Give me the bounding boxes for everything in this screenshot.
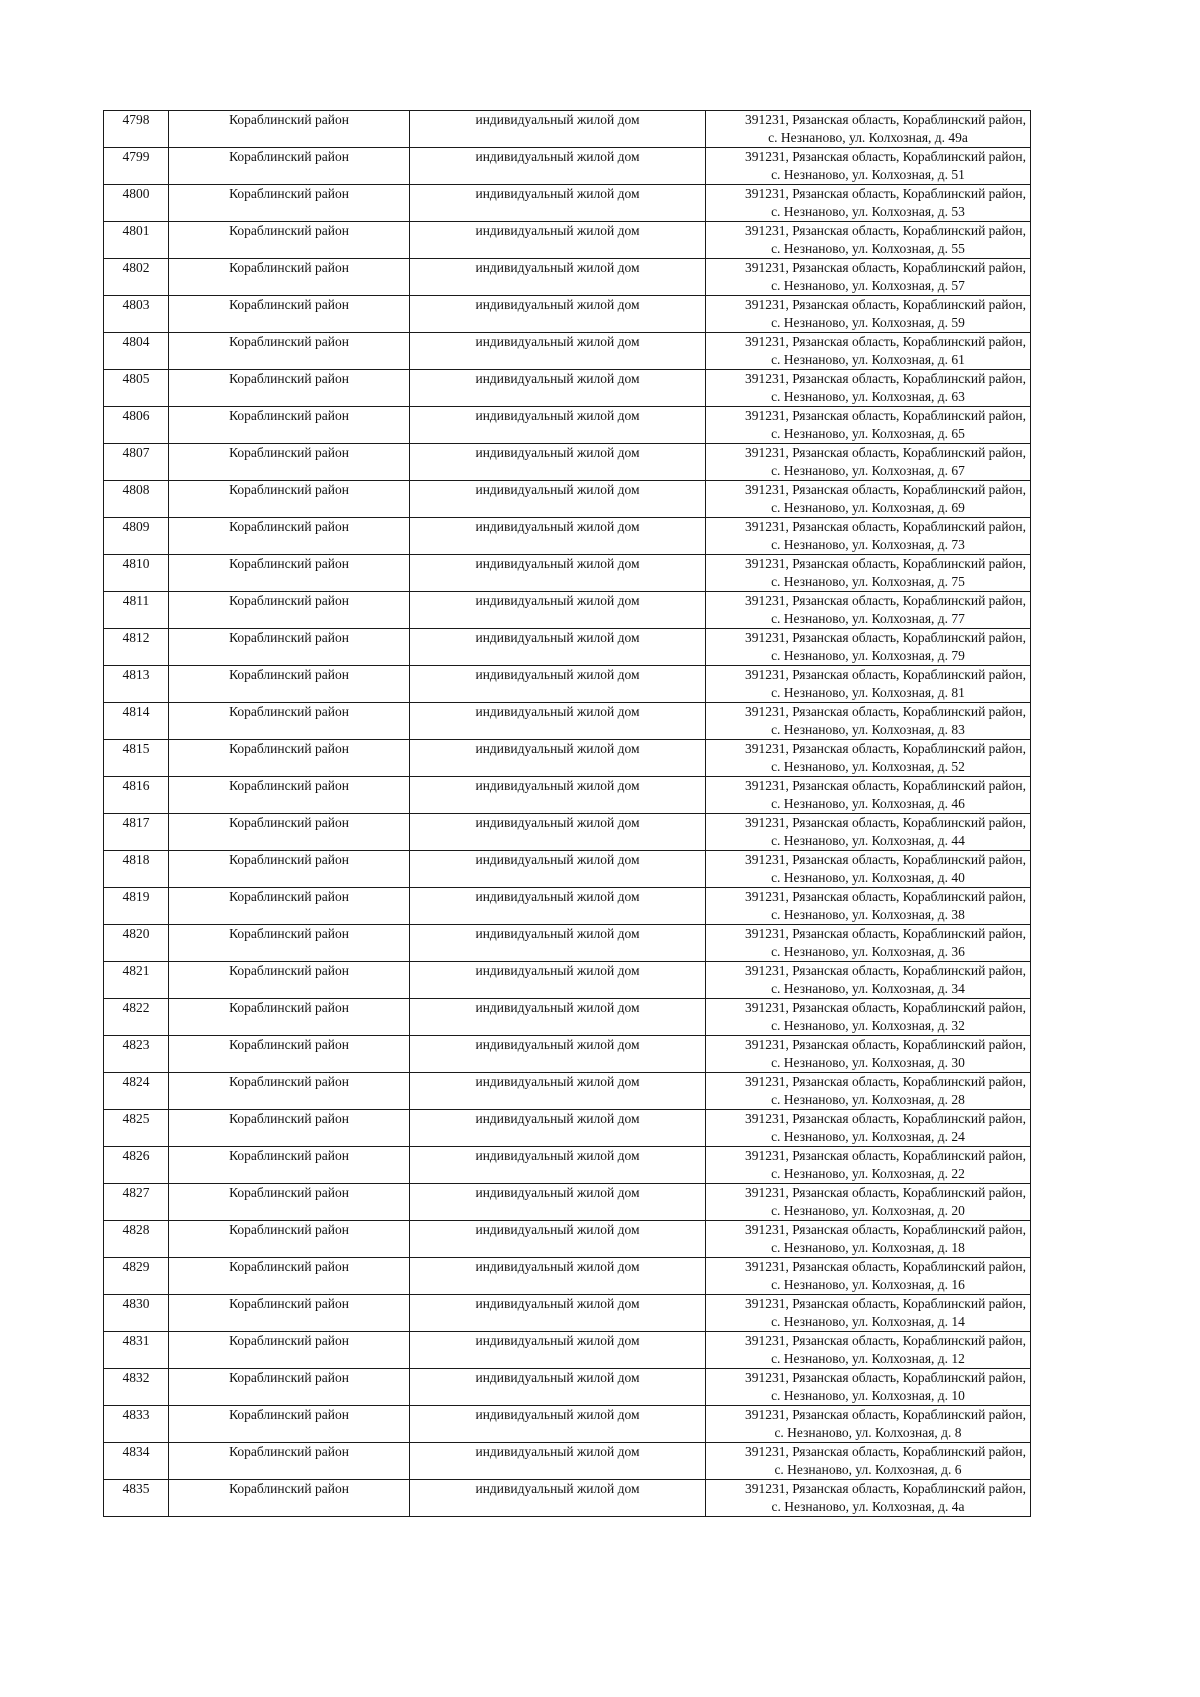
address-line-2: с. Незнаново, ул. Колхозная, д. 79 — [771, 647, 965, 663]
address-cell — [706, 1110, 1031, 1147]
row-number-cell: 4832 — [104, 1369, 169, 1406]
address-line-2: с. Незнаново, ул. Колхозная, д. 36 — [771, 943, 965, 959]
object-type-cell: индивидуальный жилой дом — [410, 481, 706, 518]
table-row — [104, 1073, 1031, 1110]
row-number-cell: 4817 — [104, 814, 169, 851]
district-cell: Кораблинский район — [169, 1258, 410, 1295]
address-cell — [706, 888, 1031, 925]
district-cell: Кораблинский район — [169, 1036, 410, 1073]
address-line-2: с. Незнаново, ул. Колхозная, д. 22 — [771, 1165, 965, 1181]
address-line-2: с. Незнаново, ул. Колхозная, д. 30 — [771, 1054, 965, 1070]
row-number-cell: 4823 — [104, 1036, 169, 1073]
row-number-cell: 4814 — [104, 703, 169, 740]
table-row — [104, 1332, 1031, 1369]
address-line-1: 391231, Рязанская область, Кораблинский район, — [745, 260, 1026, 275]
address-line-1: 391231, Рязанская область, Кораблинский район, — [745, 1074, 1026, 1089]
object-type-cell: индивидуальный жилой дом — [410, 1258, 706, 1295]
object-type-cell: индивидуальный жилой дом — [410, 1443, 706, 1480]
row-number-cell: 4821 — [104, 962, 169, 999]
district-cell: Кораблинский район — [169, 888, 410, 925]
object-type-cell: индивидуальный жилой дом — [410, 1295, 706, 1332]
address-line-1: 391231, Рязанская область, Кораблинский район, — [745, 889, 1026, 904]
district-cell: Кораблинский район — [169, 518, 410, 555]
table-row — [104, 888, 1031, 925]
address-cell — [706, 148, 1031, 185]
district-cell: Кораблинский район — [169, 370, 410, 407]
address-line-2: с. Незнаново, ул. Колхозная, д. 63 — [771, 388, 965, 404]
address-cell — [706, 629, 1031, 666]
table-row — [104, 1258, 1031, 1295]
address-line-2: с. Незнаново, ул. Колхозная, д. 12 — [771, 1350, 965, 1366]
table-row — [104, 740, 1031, 777]
object-type-cell: индивидуальный жилой дом — [410, 148, 706, 185]
address-line-1: 391231, Рязанская область, Кораблинский район, — [745, 1444, 1026, 1459]
address-cell — [706, 777, 1031, 814]
address-cell — [706, 555, 1031, 592]
district-cell: Кораблинский район — [169, 1480, 410, 1517]
table-row — [104, 1147, 1031, 1184]
address-cell — [706, 1480, 1031, 1517]
object-type-cell: индивидуальный жилой дом — [410, 1332, 706, 1369]
table-row — [104, 148, 1031, 185]
address-line-2: с. Незнаново, ул. Колхозная, д. 16 — [771, 1276, 965, 1292]
address-line-2: с. Незнаново, ул. Колхозная, д. 73 — [771, 536, 965, 552]
row-number-cell: 4816 — [104, 777, 169, 814]
address-line-1: 391231, Рязанская область, Кораблинский район, — [745, 926, 1026, 941]
object-type-cell: индивидуальный жилой дом — [410, 222, 706, 259]
table-row — [104, 1221, 1031, 1258]
address-line-2: с. Незнаново, ул. Колхозная, д. 32 — [771, 1017, 965, 1033]
row-number-cell: 4822 — [104, 999, 169, 1036]
district-cell: Кораблинский район — [169, 962, 410, 999]
object-type-cell: индивидуальный жилой дом — [410, 888, 706, 925]
row-number-cell: 4800 — [104, 185, 169, 222]
address-line-1: 391231, Рязанская область, Кораблинский район, — [745, 1222, 1026, 1237]
row-number-cell: 4825 — [104, 1110, 169, 1147]
object-type-cell: индивидуальный жилой дом — [410, 518, 706, 555]
table-row — [104, 185, 1031, 222]
object-type-cell: индивидуальный жилой дом — [410, 296, 706, 333]
table-row — [104, 925, 1031, 962]
address-line-2: с. Незнаново, ул. Колхозная, д. 77 — [771, 610, 965, 626]
address-cell — [706, 259, 1031, 296]
address-line-1: 391231, Рязанская область, Кораблинский район, — [745, 519, 1026, 534]
address-cell — [706, 407, 1031, 444]
address-cell — [706, 814, 1031, 851]
address-line-2: с. Незнаново, ул. Колхозная, д. 34 — [771, 980, 965, 996]
row-number-cell: 4811 — [104, 592, 169, 629]
table-row — [104, 555, 1031, 592]
address-line-1: 391231, Рязанская область, Кораблинский район, — [745, 1000, 1026, 1015]
district-cell: Кораблинский район — [169, 1221, 410, 1258]
address-cell — [706, 444, 1031, 481]
object-type-cell: индивидуальный жилой дом — [410, 1110, 706, 1147]
district-cell: Кораблинский район — [169, 1110, 410, 1147]
address-line-2: с. Незнаново, ул. Колхозная, д. 38 — [771, 906, 965, 922]
address-line-2: с. Незнаново, ул. Колхозная, д. 59 — [771, 314, 965, 330]
table-row — [104, 333, 1031, 370]
address-line-1: 391231, Рязанская область, Кораблинский район, — [745, 149, 1026, 164]
address-line-1: 391231, Рязанская область, Кораблинский район, — [745, 445, 1026, 460]
table-row — [104, 259, 1031, 296]
table-row — [104, 703, 1031, 740]
district-cell: Кораблинский район — [169, 1332, 410, 1369]
table-row — [104, 222, 1031, 259]
row-number-cell: 4818 — [104, 851, 169, 888]
address-cell — [706, 1369, 1031, 1406]
object-type-cell: индивидуальный жилой дом — [410, 777, 706, 814]
address-cell — [706, 962, 1031, 999]
object-type-cell: индивидуальный жилой дом — [410, 370, 706, 407]
table-row — [104, 851, 1031, 888]
address-cell — [706, 1332, 1031, 1369]
address-line-1: 391231, Рязанская область, Кораблинский район, — [745, 1296, 1026, 1311]
district-cell: Кораблинский район — [169, 333, 410, 370]
row-number-cell: 4827 — [104, 1184, 169, 1221]
district-cell: Кораблинский район — [169, 259, 410, 296]
object-type-cell: индивидуальный жилой дом — [410, 185, 706, 222]
district-cell: Кораблинский район — [169, 222, 410, 259]
address-line-1: 391231, Рязанская область, Кораблинский район, — [745, 297, 1026, 312]
district-cell: Кораблинский район — [169, 592, 410, 629]
address-cell — [706, 1036, 1031, 1073]
object-type-cell: индивидуальный жилой дом — [410, 592, 706, 629]
address-line-2: с. Незнаново, ул. Колхозная, д. 8 — [774, 1424, 962, 1440]
address-cell — [706, 296, 1031, 333]
address-line-2: с. Незнаново, ул. Колхозная, д. 24 — [771, 1128, 965, 1144]
address-line-2: с. Незнаново, ул. Колхозная, д. 83 — [771, 721, 965, 737]
object-type-cell: индивидуальный жилой дом — [410, 962, 706, 999]
address-line-1: 391231, Рязанская область, Кораблинский район, — [745, 1481, 1026, 1496]
row-number-cell: 4799 — [104, 148, 169, 185]
object-type-cell: индивидуальный жилой дом — [410, 1406, 706, 1443]
registry-table-body — [104, 111, 1031, 1517]
address-cell — [706, 1295, 1031, 1332]
address-line-2: с. Незнаново, ул. Колхозная, д. 69 — [771, 499, 965, 515]
district-cell: Кораблинский район — [169, 1184, 410, 1221]
district-cell: Кораблинский район — [169, 925, 410, 962]
district-cell: Кораблинский район — [169, 111, 410, 148]
row-number-cell: 4815 — [104, 740, 169, 777]
row-number-cell: 4810 — [104, 555, 169, 592]
object-type-cell: индивидуальный жилой дом — [410, 666, 706, 703]
object-type-cell: индивидуальный жилой дом — [410, 1369, 706, 1406]
table-row — [104, 814, 1031, 851]
address-line-2: с. Незнаново, ул. Колхозная, д. 52 — [771, 758, 965, 774]
address-line-1: 391231, Рязанская область, Кораблинский район, — [745, 1259, 1026, 1274]
object-type-cell: индивидуальный жилой дом — [410, 407, 706, 444]
object-type-cell: индивидуальный жилой дом — [410, 1147, 706, 1184]
object-type-cell: индивидуальный жилой дом — [410, 851, 706, 888]
address-cell — [706, 999, 1031, 1036]
address-cell — [706, 703, 1031, 740]
address-line-1: 391231, Рязанская область, Кораблинский район, — [745, 1407, 1026, 1422]
district-cell: Кораблинский район — [169, 666, 410, 703]
district-cell: Кораблинский район — [169, 148, 410, 185]
table-row — [104, 407, 1031, 444]
table-row — [104, 1443, 1031, 1480]
address-line-1: 391231, Рязанская область, Кораблинский район, — [745, 482, 1026, 497]
district-cell: Кораблинский район — [169, 999, 410, 1036]
district-cell: Кораблинский район — [169, 1406, 410, 1443]
address-line-2: с. Незнаново, ул. Колхозная, д. 20 — [771, 1202, 965, 1218]
address-line-1: 391231, Рязанская область, Кораблинский район, — [745, 334, 1026, 349]
object-type-cell: индивидуальный жилой дом — [410, 1073, 706, 1110]
address-line-2: с. Незнаново, ул. Колхозная, д. 6 — [774, 1461, 962, 1477]
row-number-cell: 4812 — [104, 629, 169, 666]
address-cell — [706, 1258, 1031, 1295]
address-line-2: с. Незнаново, ул. Колхозная, д. 65 — [771, 425, 965, 441]
address-line-2: с. Незнаново, ул. Колхозная, д. 57 — [771, 277, 965, 293]
object-type-cell: индивидуальный жилой дом — [410, 259, 706, 296]
address-line-1: 391231, Рязанская область, Кораблинский район, — [745, 408, 1026, 423]
table-row — [104, 629, 1031, 666]
row-number-cell: 4804 — [104, 333, 169, 370]
address-line-2: с. Незнаново, ул. Колхозная, д. 14 — [771, 1313, 965, 1329]
address-line-2: с. Незнаново, ул. Колхозная, д. 53 — [771, 203, 965, 219]
address-line-2: с. Незнаново, ул. Колхозная, д. 49а — [768, 129, 968, 145]
district-cell: Кораблинский район — [169, 481, 410, 518]
district-cell: Кораблинский район — [169, 1147, 410, 1184]
row-number-cell: 4829 — [104, 1258, 169, 1295]
district-cell: Кораблинский район — [169, 851, 410, 888]
table-row — [104, 1110, 1031, 1147]
object-type-cell: индивидуальный жилой дом — [410, 111, 706, 148]
object-type-cell: индивидуальный жилой дом — [410, 814, 706, 851]
table-row — [104, 1480, 1031, 1517]
object-type-cell: индивидуальный жилой дом — [410, 333, 706, 370]
address-line-2: с. Незнаново, ул. Колхозная, д. 67 — [771, 462, 965, 478]
object-type-cell: индивидуальный жилой дом — [410, 703, 706, 740]
row-number-cell: 4831 — [104, 1332, 169, 1369]
row-number-cell: 4803 — [104, 296, 169, 333]
address-cell — [706, 185, 1031, 222]
row-number-cell: 4806 — [104, 407, 169, 444]
table-row — [104, 962, 1031, 999]
address-cell — [706, 1406, 1031, 1443]
table-row — [104, 518, 1031, 555]
address-cell — [706, 481, 1031, 518]
address-line-2: с. Незнаново, ул. Колхозная, д. 4а — [771, 1498, 965, 1514]
district-cell: Кораблинский район — [169, 629, 410, 666]
address-line-1: 391231, Рязанская область, Кораблинский район, — [745, 630, 1026, 645]
address-line-1: 391231, Рязанская область, Кораблинский район, — [745, 593, 1026, 608]
table-row — [104, 111, 1031, 148]
district-cell: Кораблинский район — [169, 185, 410, 222]
address-line-1: 391231, Рязанская область, Кораблинский район, — [745, 704, 1026, 719]
row-number-cell: 4826 — [104, 1147, 169, 1184]
row-number-cell: 4830 — [104, 1295, 169, 1332]
address-line-1: 391231, Рязанская область, Кораблинский район, — [745, 1185, 1026, 1200]
address-line-1: 391231, Рязанская область, Кораблинский район, — [745, 963, 1026, 978]
district-cell: Кораблинский район — [169, 1073, 410, 1110]
address-cell — [706, 925, 1031, 962]
district-cell: Кораблинский район — [169, 555, 410, 592]
row-number-cell: 4801 — [104, 222, 169, 259]
address-line-1: 391231, Рязанская область, Кораблинский район, — [745, 1333, 1026, 1348]
row-number-cell: 4798 — [104, 111, 169, 148]
address-line-1: 391231, Рязанская область, Кораблинский район, — [745, 1148, 1026, 1163]
address-cell — [706, 851, 1031, 888]
address-cell — [706, 222, 1031, 259]
district-cell: Кораблинский район — [169, 1295, 410, 1332]
address-line-1: 391231, Рязанская область, Кораблинский район, — [745, 1037, 1026, 1052]
address-line-1: 391231, Рязанская область, Кораблинский район, — [745, 371, 1026, 386]
address-line-2: с. Незнаново, ул. Колхозная, д. 40 — [771, 869, 965, 885]
district-cell: Кораблинский район — [169, 444, 410, 481]
row-number-cell: 4808 — [104, 481, 169, 518]
table-row — [104, 777, 1031, 814]
row-number-cell: 4828 — [104, 1221, 169, 1258]
address-cell — [706, 1147, 1031, 1184]
object-type-cell: индивидуальный жилой дом — [410, 1221, 706, 1258]
table-row — [104, 1406, 1031, 1443]
address-line-1: 391231, Рязанская область, Кораблинский район, — [745, 556, 1026, 571]
object-type-cell: индивидуальный жилой дом — [410, 629, 706, 666]
table-row — [104, 1295, 1031, 1332]
address-line-1: 391231, Рязанская область, Кораблинский район, — [745, 852, 1026, 867]
address-cell — [706, 592, 1031, 629]
table-row — [104, 296, 1031, 333]
address-line-1: 391231, Рязанская область, Кораблинский район, — [745, 667, 1026, 682]
address-line-1: 391231, Рязанская область, Кораблинский район, — [745, 186, 1026, 201]
address-line-2: с. Незнаново, ул. Колхозная, д. 46 — [771, 795, 965, 811]
district-cell: Кораблинский район — [169, 1369, 410, 1406]
table-row — [104, 666, 1031, 703]
district-cell: Кораблинский район — [169, 407, 410, 444]
row-number-cell: 4833 — [104, 1406, 169, 1443]
address-cell — [706, 666, 1031, 703]
address-line-2: с. Незнаново, ул. Колхозная, д. 61 — [771, 351, 965, 367]
address-line-2: с. Незнаново, ул. Колхозная, д. 28 — [771, 1091, 965, 1107]
table-row — [104, 481, 1031, 518]
table-row — [104, 370, 1031, 407]
address-line-1: 391231, Рязанская область, Кораблинский район, — [745, 778, 1026, 793]
address-cell — [706, 333, 1031, 370]
row-number-cell: 4835 — [104, 1480, 169, 1517]
address-line-2: с. Незнаново, ул. Колхозная, д. 18 — [771, 1239, 965, 1255]
district-cell: Кораблинский район — [169, 814, 410, 851]
table-row — [104, 1036, 1031, 1073]
address-line-1: 391231, Рязанская область, Кораблинский район, — [745, 741, 1026, 756]
object-type-cell: индивидуальный жилой дом — [410, 740, 706, 777]
address-line-2: с. Незнаново, ул. Колхозная, д. 55 — [771, 240, 965, 256]
row-number-cell: 4834 — [104, 1443, 169, 1480]
object-type-cell: индивидуальный жилой дом — [410, 1480, 706, 1517]
address-line-2: с. Незнаново, ул. Колхозная, д. 10 — [771, 1387, 965, 1403]
table-row — [104, 444, 1031, 481]
address-cell — [706, 111, 1031, 148]
address-cell — [706, 370, 1031, 407]
address-cell — [706, 1184, 1031, 1221]
housing-registry-table — [103, 110, 1031, 1517]
address-line-2: с. Незнаново, ул. Колхозная, д. 44 — [771, 832, 965, 848]
address-line-2: с. Незнаново, ул. Колхозная, д. 51 — [771, 166, 965, 182]
row-number-cell: 4809 — [104, 518, 169, 555]
table-row — [104, 1369, 1031, 1406]
address-cell — [706, 1221, 1031, 1258]
address-line-1: 391231, Рязанская область, Кораблинский район, — [745, 1370, 1026, 1385]
object-type-cell: индивидуальный жилой дом — [410, 925, 706, 962]
row-number-cell: 4805 — [104, 370, 169, 407]
address-cell — [706, 518, 1031, 555]
address-cell — [706, 1443, 1031, 1480]
row-number-cell: 4813 — [104, 666, 169, 703]
district-cell: Кораблинский район — [169, 740, 410, 777]
object-type-cell: индивидуальный жилой дом — [410, 555, 706, 592]
address-line-1: 391231, Рязанская область, Кораблинский район, — [745, 1111, 1026, 1126]
row-number-cell: 4802 — [104, 259, 169, 296]
object-type-cell: индивидуальный жилой дом — [410, 999, 706, 1036]
address-line-2: с. Незнаново, ул. Колхозная, д. 81 — [771, 684, 965, 700]
address-line-2: с. Незнаново, ул. Колхозная, д. 75 — [771, 573, 965, 589]
district-cell: Кораблинский район — [169, 296, 410, 333]
object-type-cell: индивидуальный жилой дом — [410, 1184, 706, 1221]
district-cell: Кораблинский район — [169, 703, 410, 740]
row-number-cell: 4819 — [104, 888, 169, 925]
district-cell: Кораблинский район — [169, 1443, 410, 1480]
address-cell — [706, 1073, 1031, 1110]
row-number-cell: 4820 — [104, 925, 169, 962]
address-line-1: 391231, Рязанская область, Кораблинский район, — [745, 815, 1026, 830]
district-cell: Кораблинский район — [169, 777, 410, 814]
address-cell — [706, 740, 1031, 777]
address-line-1: 391231, Рязанская область, Кораблинский район, — [745, 112, 1026, 127]
row-number-cell: 4824 — [104, 1073, 169, 1110]
table-row — [104, 592, 1031, 629]
object-type-cell: индивидуальный жилой дом — [410, 444, 706, 481]
table-row — [104, 1184, 1031, 1221]
row-number-cell: 4807 — [104, 444, 169, 481]
table-row — [104, 999, 1031, 1036]
object-type-cell: индивидуальный жилой дом — [410, 1036, 706, 1073]
address-line-1: 391231, Рязанская область, Кораблинский район, — [745, 223, 1026, 238]
